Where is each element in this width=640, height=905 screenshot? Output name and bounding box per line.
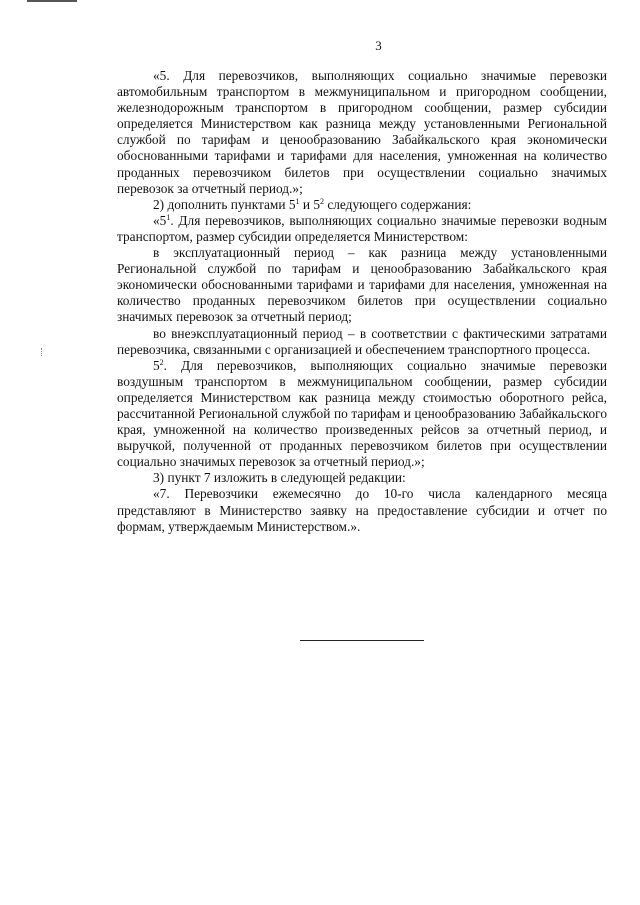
amendment-2-text-middle: и 5 — [299, 196, 321, 212]
item-5-2-number: 5 — [153, 357, 160, 373]
top-edge-rule — [27, 0, 77, 2]
superscript-2: 2 — [320, 196, 325, 206]
paragraph-item-5-2 — [117, 358, 607, 471]
document-body — [117, 68, 607, 535]
paragraph-operational-period: в эксплуатационный период – как разница между установленными Региональной службой по тарифам и ценообразованию Забайкальского края экономически обоснованными тарифами и тарифами для населения, умноженная на количество проданных перевозчиком билетов при осуществлении социально значимых перевозок за отчетный период; — [117, 245, 607, 325]
item-5-2-superscript: 2 — [159, 357, 164, 367]
amendment-2-text-after: следующего содержания: — [324, 196, 472, 212]
item-5-1-superscript: 1 — [166, 212, 171, 222]
paragraph-item-5-1 — [117, 213, 607, 245]
end-rule — [300, 640, 424, 641]
item-5-1-text: . Для перевозчиков, выполняющих социально значимые перевозки водным транспортом, размер субсидии определяется Министерством: — [117, 212, 607, 244]
paragraph-amendment-2 — [117, 197, 607, 213]
paragraph-amendment-3: 3) пункт 7 изложить в следующей редакции: — [153, 470, 406, 486]
paragraph-item-5: «5. Для перевозчиков, выполняющих социально значимые перевозки автомобильным транспортом в межмуниципальном и пригородном сообщении, железнодорожным транспортом в пригородном сообщении, размер субсидии определяется Министерством как разница между установленными Региональной службой по тарифам и ценообразованию Забайкальского края экономически обоснованными тарифами и тарифами для населения, умноженная на количество проданных перевозчиком билетов при осуществлении социально значимых перевозок за отчетный период.»; — [117, 68, 607, 196]
paragraph-item-7: «7. Перевозчики ежемесячно до 10-го числа календарного месяца представляют в Министерство заявку на предоставление субсидии и отчет по формам, утверждаемым Министерством.». — [117, 486, 607, 534]
amendment-2-text-before: 2) дополнить пунктами 5 — [153, 196, 296, 212]
paragraph-non-operational-period: во внеэксплуатационный период – в соответствии с фактическими затратами перевозчика, связанными с организацией и обеспечением транспортного процесса. — [117, 325, 607, 357]
superscript-1: 1 — [295, 196, 300, 206]
margin-mark — [41, 348, 43, 356]
item-5-2-text: . Для перевозчиков, выполняющих социально значимые перевозки воздушным транспортом в межмуниципальном сообщении, размер субсидии определяется Министерством как разница между стоимостью оборотного рейса, рассчитанной Региональной службой по тарифам и ценообразованию Забайкальского края, умноженной на количество произведенных рейсов за отчетный период, и выручкой, полученной от проданных перевозчиком билетов при осуществлении социально значимых перевозок за отчетный период.»; — [117, 357, 607, 470]
page-number: 3 — [375, 38, 382, 53]
item-5-1-number: «5 — [153, 212, 167, 228]
